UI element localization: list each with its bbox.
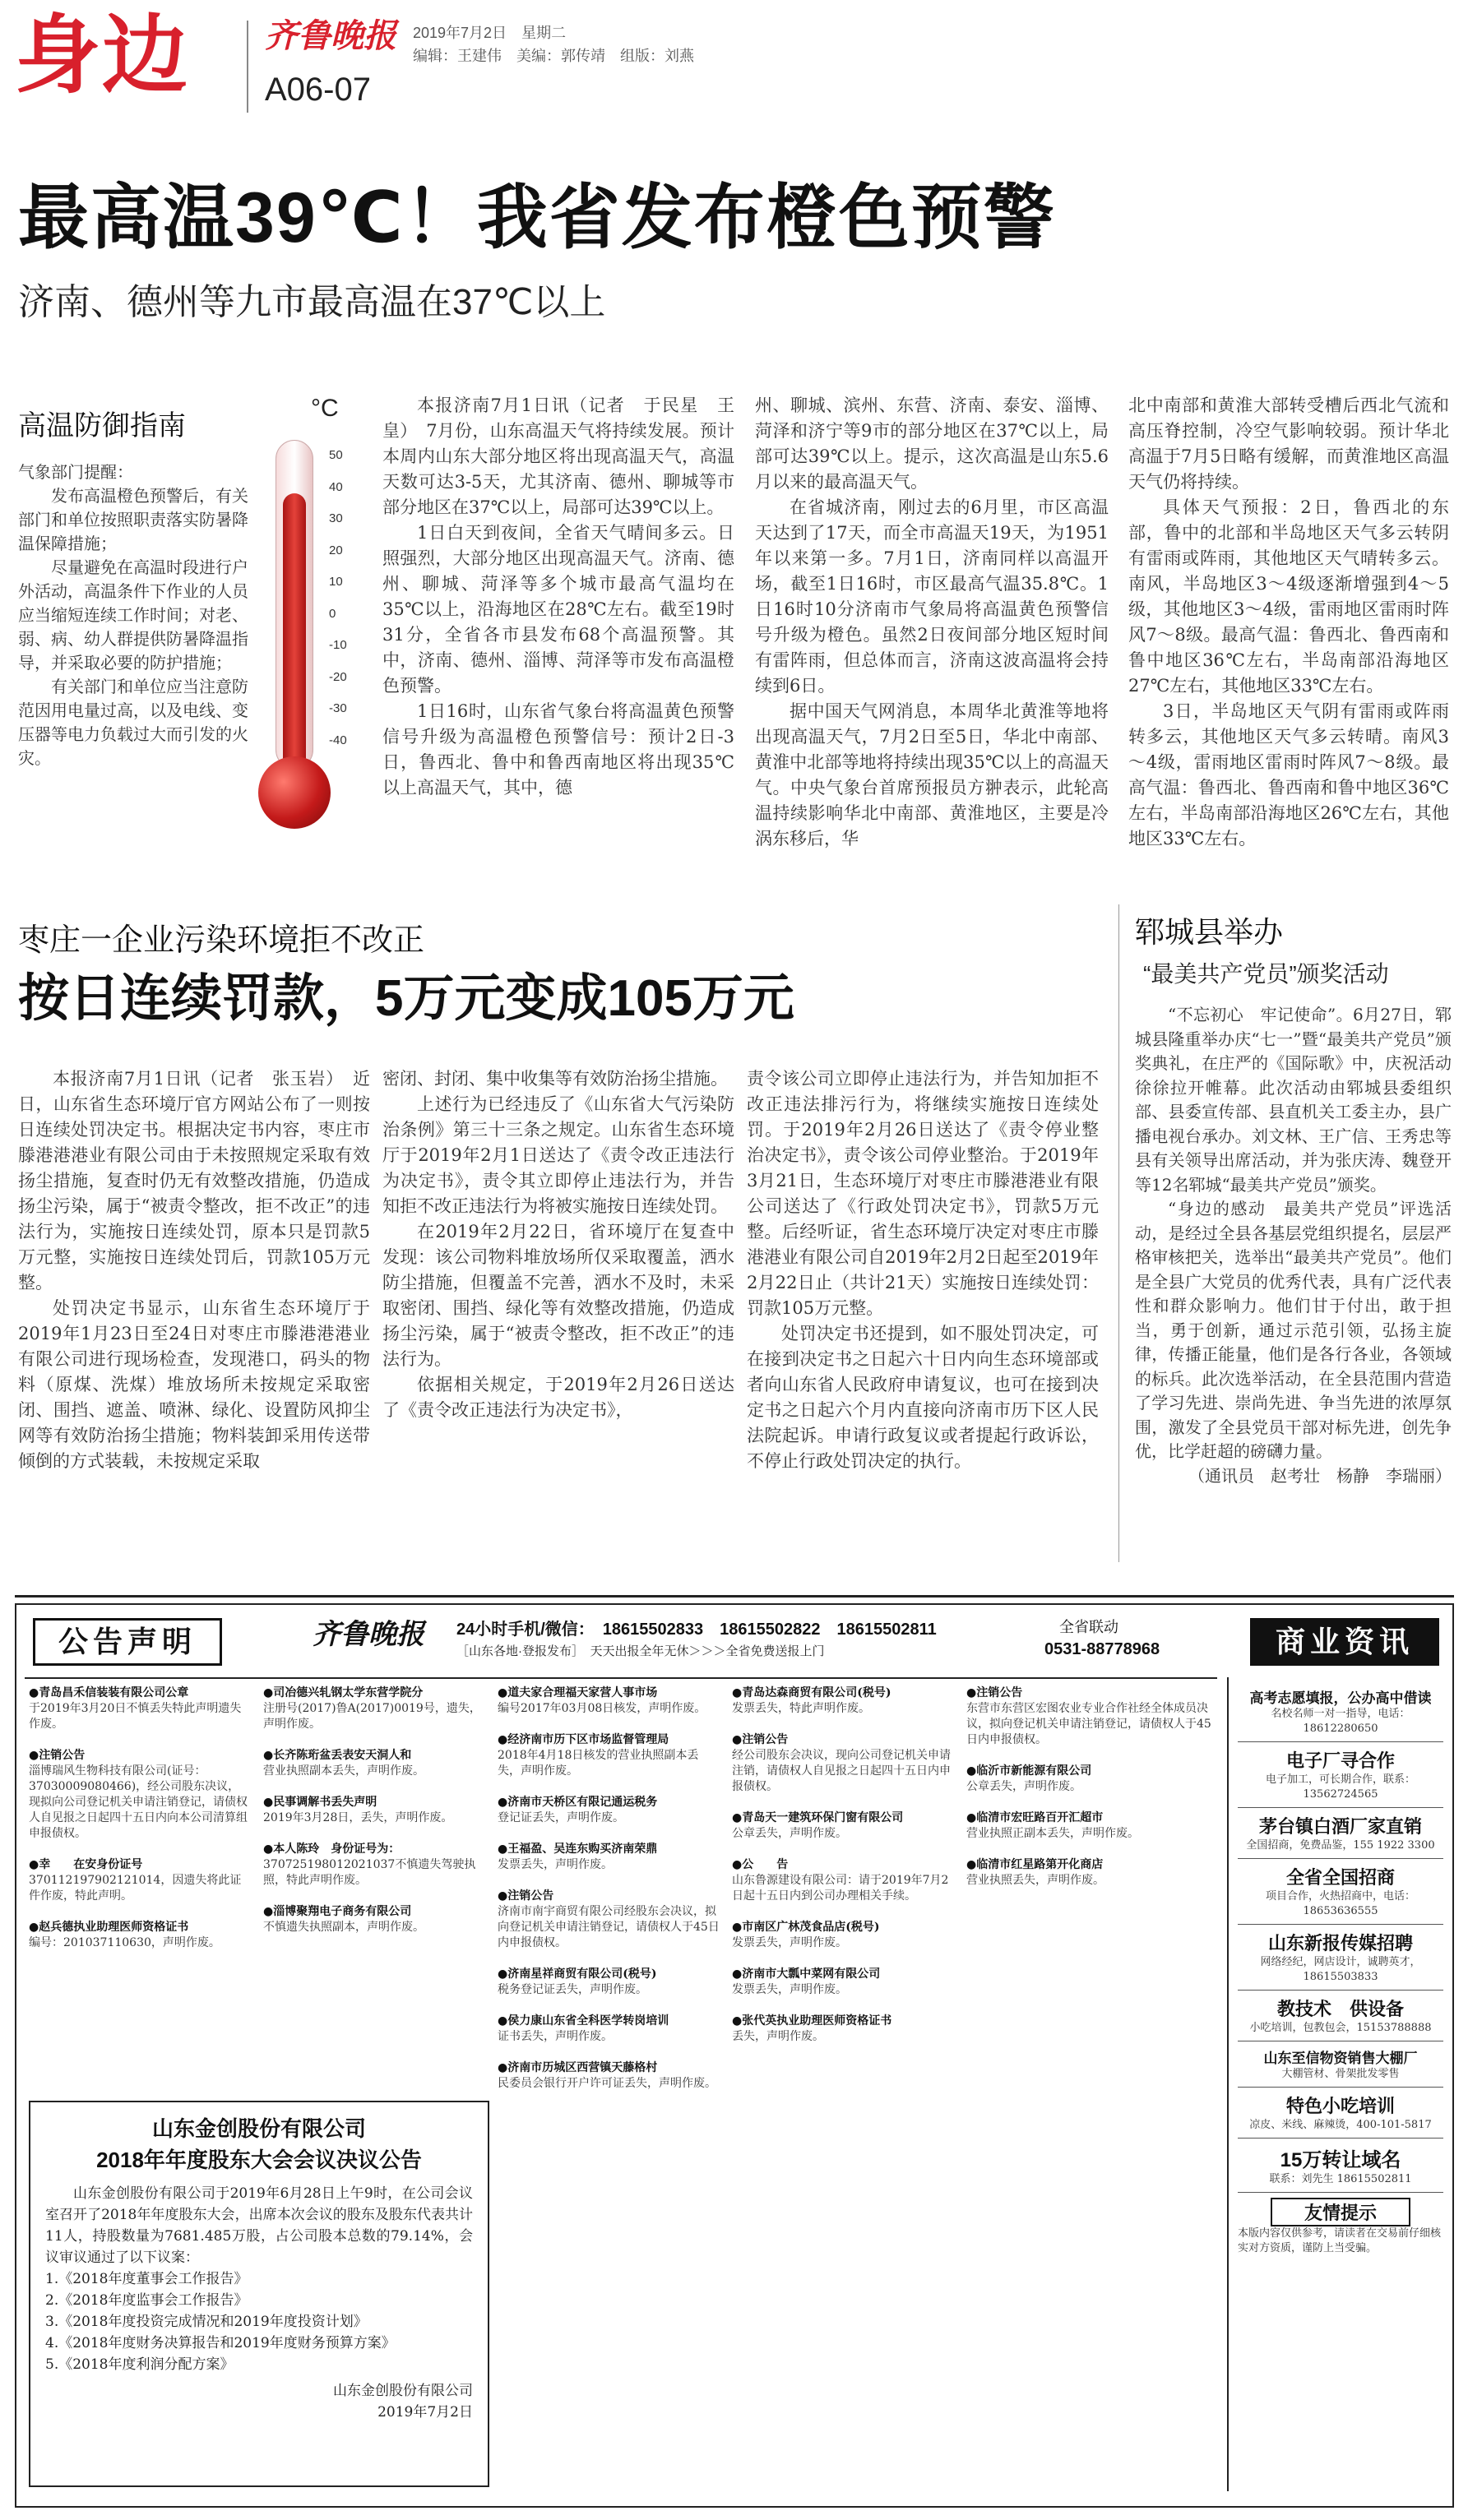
biz-title: 15万转让域名	[1280, 2149, 1401, 2171]
ad-item	[263, 1904, 485, 1935]
ad-title: ●司冶德兴轧钢太学东营学院分	[263, 1686, 424, 1699]
notice-item: 5.《2018年度利润分配方案》	[45, 2356, 234, 2373]
ad-column-4	[732, 1685, 954, 2475]
biz-body: 本版内容仅供参考，请读者在交易前仔细核实对方资质，谨防上当受骗。	[1238, 2227, 1442, 2254]
lead-column-2	[755, 393, 1109, 852]
ad-title: ●长齐陈珩盆丢表安天洞人和	[263, 1749, 412, 1762]
ad-body: 经公司股东会决议，现向公司登记机关申请注销，请债权人自见报之日起四十五日内申报债权。	[732, 1749, 951, 1793]
side-para: “身边的感动 最美共产党员”评选活动，是经过全县各基层党组织提名，层层严格审核把关，选举出“最美共产党员”。他们是全县广大党员的优秀代表，具有广泛代表性和群众影响力。他们甘于付出，敢于担当，勇于创新，通过示范引领，弘扬主旋律，传播正能量，他们是各行各业，各领域的标兵。此次选举活动，在全县范围内营造了学习先进、崇尚先进、争当先进的浓厚氛围，激发了全县党员干部对标先进，创先争优，比学赶超的磅礴力量。	[1135, 1199, 1452, 1461]
ad-title: ●注销公告	[732, 1733, 789, 1746]
side-body	[1135, 1003, 1452, 1488]
ad-item	[498, 1889, 720, 1951]
ad-item	[263, 1795, 485, 1826]
biz-body: 小吃培训，包教包会，15153788888	[1249, 2022, 1432, 2034]
fax-number: 0531-88778968	[1044, 1640, 1160, 1658]
biz-item	[1238, 1808, 1443, 1859]
biz-body: 电子加工，可长期合作，联系：13562724565	[1265, 1773, 1415, 1801]
biz-section-title: 商业资讯	[1250, 1618, 1439, 1666]
hotline-slogan: ［山东各地·登报发布］ 天天出报全年无休＞＞＞全省免费送报上门	[456, 1644, 825, 1658]
ad-column-3	[498, 1685, 720, 2475]
tick-label: -20	[329, 669, 347, 684]
notice-sign: 山东金创股份有限公司	[333, 2383, 473, 2399]
ad-title: ●本人陈玲 身份证号为：	[263, 1843, 401, 1856]
ad-item	[732, 1685, 954, 1717]
hotline-numbers: 24小时手机/微信： 18615502833 18615502822 18615502811	[456, 1621, 937, 1639]
second-para: 本报济南7月1日讯（记者 张玉岩） 近日，山东省生态环境厅官方网站公布了一则按日连续处罚决定书。根据决定书内容，枣庄市滕港港港业有限公司由于未按照规定采取有效扬尘措施，复查时仍无有效整改措施，仍造成扬尘污染，属于“被责令整改，拒不改正”的违法行为，实施按日连续处罚，原本只是罚款5万元整，实施按日连续处罚后，罚款105万元整。	[18, 1069, 370, 1292]
notice-company: 山东金创股份有限公司	[151, 2116, 366, 2141]
masthead-divider	[247, 21, 248, 113]
biz-item	[1238, 2139, 1443, 2193]
ad-body: 丢失，声明作废。	[732, 2030, 824, 2043]
tick-label: 40	[329, 479, 343, 494]
issue-date: 2019年7月2日 星期二	[413, 25, 567, 41]
guide-para: 有关部门和单位应当注意防范因用电量过高，以及电线、变压器等电力负载过大而引发的火灾。	[18, 677, 248, 768]
ad-body: 发票丢失，声明作废。	[732, 1983, 847, 1996]
side-headline: 郓城县举办	[1135, 915, 1284, 949]
editor-credits: 编辑：王建伟 美编：郭传靖 组版：刘燕	[413, 48, 694, 64]
biz-item	[1238, 1991, 1443, 2041]
ad-title: ●注销公告	[29, 1749, 86, 1762]
thermometer-bulb	[258, 756, 331, 829]
ad-item	[498, 1732, 720, 1779]
second-para: 在2019年2月22日，省环境厅在复查中发现：该公司物料堆放场所仅采取覆盖，洒水防尘措施，但覆盖不完善，洒水不及时，未采取密闭、围挡、绿化等有效整改措施，仍造成扬尘污染，属于“被责令整改，拒不改正”的违法行为。	[382, 1222, 734, 1369]
ad-body: 发票丢失，声明作废。	[732, 1936, 847, 1949]
ad-column-5	[966, 1685, 1213, 2475]
lead-column-1	[382, 393, 734, 801]
ad-title: ●临清市红星路第开化商店	[966, 1858, 1104, 1871]
lead-para: 北中南部和黄淮大部转受槽后西北气流和高压脊控制，冷空气影响较弱。预计华北高温于7月5日略有缓解，而黄淮地区高温天气仍将持续。	[1128, 395, 1449, 492]
ad-item	[732, 1857, 954, 1904]
biz-title: 电子厂寻合作	[1285, 1750, 1395, 1771]
ad-item	[498, 2060, 720, 2092]
ad-item	[29, 1920, 251, 1951]
ad-body: 营业执照丢失，声明作废。	[966, 1874, 1104, 1887]
guide-para: 尽量避免在高温时段进行户外活动，高温条件下作业的人员应当缩短连续工作时间；对老、弱、病、幼人群提供防暑降温指导，并采取必要的防护措施；	[18, 557, 248, 673]
notice-item: 4.《2018年度财务决算报告和2019年度财务预算方案》	[45, 2335, 396, 2351]
second-para: 依据相关规定，于2019年2月26日送达了《责令改正违法行为决定书》，	[382, 1375, 734, 1420]
side-subhead: “最美共产党员”颁奖活动	[1143, 961, 1389, 987]
tick-label: 20	[329, 543, 343, 557]
side-divider	[1118, 904, 1119, 1562]
ad-body: 税务登记证丢失，声明作废。	[498, 1983, 647, 1996]
ad-body: 营业执照副本丢失，声明作废。	[263, 1764, 424, 1778]
biz-body: 凉皮、米线、麻辣烫，400-101-5817	[1249, 2119, 1432, 2131]
ad-body: 公章丢失，声明作废。	[966, 1780, 1081, 1793]
ad-item	[498, 1795, 720, 1826]
lead-para: 州、聊城、滨州、东营、济南、泰安、淄博、菏泽和济宁等9市的部分地区在37℃以上，局部可达39℃以上。提示，这次高温是山东5.6月以来的最高温天气。	[755, 395, 1109, 492]
second-column-3	[747, 1066, 1099, 1474]
biz-body: 网络经纪，网店设计，诚聘英才，18615503833	[1260, 1956, 1421, 1983]
tick-label: 30	[329, 511, 343, 525]
ad-item	[263, 1842, 485, 1889]
area-label: 全省联动	[1059, 1619, 1118, 1635]
ad-body: 编号：201037110630，声明作废。	[29, 1936, 220, 1949]
lead-headline: 最高温39℃！我省发布橙色预警	[18, 178, 1056, 257]
biz-item	[1238, 1742, 1443, 1808]
biz-title: 特色小吃培训	[1285, 2096, 1395, 2116]
ad-title: ●张代英执业助理医师资格证书	[732, 2014, 892, 2028]
side-para: “不忘初心 牢记使命”。6月27日，郓城县隆重举办庆“七一”暨“最美共产党员”颁奖典礼，在庄严的《国际歌》中，庆祝活动徐徐拉开帷幕。此次活动由郓城县委组织部、县委宣传部、县直机关工委主办，县广播电视台承办。刘文林、王广信、王秀忠等县有关领导出席活动，并为张庆涛、魏登开等12名郓城“最美共产党员”颁奖。	[1135, 1005, 1452, 1195]
side-byline: （通讯员 赵考壮 杨静 李瑞丽）	[1188, 1465, 1452, 1486]
notice-title: 2018年年度股东大会会议决议公告	[96, 2148, 422, 2172]
ad-body: 注册号(2017)鲁A(2017)0019号，遗失，声明作废。	[263, 1702, 481, 1731]
lead-para: 1日白天到夜间，全省天气晴间多云。日照强烈，大部分地区出现高温天气。济南、德州、聊城、菏泽等多个城市最高气温均在35℃以上，沿海地区在28℃左右。截至19时31分，全省各市县发布68个高温预警。其中，济南、德州、淄博、菏泽等市发布高温橙色预警。	[382, 523, 734, 696]
ad-body: 山东鲁源建设有限公司：请于2019年7月2日起十五日内到公司办理相关手续。	[732, 1874, 949, 1903]
thermometer-graphic	[255, 395, 387, 855]
paper-logo: 齐鲁晚报	[265, 16, 396, 55]
biz-body: 名校名师一对一指导，电话：18612280650	[1271, 1708, 1410, 1735]
page-number: A06-07	[265, 72, 371, 108]
ad-title: ●道夫家合理福天家营人事市场	[498, 1686, 658, 1699]
ad-body: 营业执照正副本丢失，声明作废。	[966, 1827, 1139, 1840]
lead-subhead: 济南、德州等九市最高温在37℃以上	[18, 282, 606, 322]
thermometer-mercury	[283, 493, 306, 789]
ad-item	[732, 1920, 954, 1951]
notice-section-title: 公告声明	[33, 1618, 222, 1666]
biz-item	[1238, 2193, 1443, 2261]
biz-column	[1238, 1681, 1443, 2261]
ad-item	[732, 1732, 954, 1795]
ad-body: 登记证丢失，声明作废。	[498, 1811, 624, 1824]
ad-column-2	[263, 1685, 485, 2097]
ad-body: 证书丢失，声明作废。	[498, 2030, 613, 2043]
hotline-logo: 齐鲁晚报	[313, 1618, 424, 1651]
ad-title: ●注销公告	[498, 1889, 554, 1903]
lead-para: 在省城济南，刚过去的6月里，市区高温天达到了17天，而全市高温天19天，为1951年以来第一多。7月1日，济南同样以高温开场，截至1日16时，市区最高气温35.8℃。1日16时10分济南市气象局将高温黄色预警信号升级为橙色。虽然2日夜间部分地区短时间有雷阵雨，但总体而言，济南这波高温将会持续到6日。	[755, 497, 1109, 696]
ads-rule	[25, 1677, 1217, 1679]
ad-body: 发票丢失，特此声明作废。	[732, 1702, 870, 1715]
ad-body: 370112197902121014，因遗失将此证件作废，特此声明。	[29, 1874, 242, 1903]
ad-title: ●民事调解书丢失声明	[263, 1796, 377, 1809]
ad-title: ●市南区广林茂食品店(税号)	[732, 1921, 880, 1934]
ad-item	[498, 1842, 720, 1873]
second-para: 责令该公司立即停止违法行为，并告知加拒不改正违法排污行为，将继续实施按日连续处罚。于2019年2月26日送达了《责令停业整治决定书》，责令该公司停业整治。于2019年3月21日，生态环境厅对枣庄市滕港港业有限公司送达了《行政处罚决定书》，罚款5万元整。后经听证，省生态环境厅决定对枣庄市滕港港业有限公司自2019年2月2日起至2019年2月22日止（共计21天）实施按日连续处罚：罚款105万元整。	[747, 1069, 1099, 1318]
second-para: 密闭、封闭、集中收集等有效防治扬尘措施。	[382, 1069, 728, 1089]
thermometer-scale	[329, 440, 347, 756]
ad-body: 公章丢失，声明作废。	[732, 1827, 847, 1840]
ad-title: ●青岛达森商贸有限公司(税号)	[732, 1686, 891, 1699]
ad-item	[263, 1748, 485, 1779]
ad-item	[29, 1685, 251, 1732]
biz-body: 全国招商，免费品鉴，155 1922 3300	[1246, 1839, 1435, 1852]
biz-item	[1238, 1925, 1443, 1991]
second-para: 上述行为已经违反了《山东省大气污染防治条例》第三十三条之规定。山东省生态环境厅于2019年2月1日送达了《责令改正违法行为决定书》，责令其立即停止违法行为，并告知拒不改正违法行为将被实施按日连续处罚。	[382, 1094, 734, 1216]
ad-title: ●济南市历城区西营镇天藤格村	[498, 2061, 658, 2074]
ad-body: 2019年3月28日，丢失，声明作废。	[263, 1811, 453, 1824]
ad-item	[966, 1685, 1213, 1748]
ad-title: ●王福盈、吴连东购买济南荣鼎	[498, 1843, 658, 1856]
biz-title: 全省全国招商	[1285, 1867, 1395, 1888]
lead-para: 具体天气预报：2日，鲁西北的东部，鲁中的北部和半岛地区天气多云转阴有雷雨或阵雨，其他地区天气晴转多云。南风，半岛地区3～4级逐渐增强到4～5级，其他地区3～4级，雷雨地区雷雨时阵风7～8级。最高气温：鲁西北、鲁西南和鲁中地区36℃左右，半岛南部沿海地区27℃左右，其他地区33℃左右。	[1128, 497, 1449, 696]
ad-title: ●幸 在安身份证号	[29, 1858, 143, 1871]
biz-item	[1238, 2041, 1443, 2088]
ad-item	[29, 1748, 251, 1842]
biz-title: 山东新报传媒招聘	[1267, 1933, 1413, 1954]
ad-item	[732, 2014, 954, 2045]
notice-item: 3.《2018年度投资完成情况和2019年度投资计划》	[45, 2314, 368, 2330]
lead-para: 本报济南7月1日讯（记者 于民星 王皇） 7月份，山东高温天气将持续发展。预计本周内山东大部分地区将出现高温天气，高温天数可达3-5天，尤其济南、德州、聊城等市部分地区在37℃以上，局部可达39℃以上。	[382, 395, 734, 517]
second-headline: 按日连续罚款，5万元变成105万元	[18, 970, 794, 1027]
tick-label: 50	[329, 448, 343, 462]
guide-body	[18, 460, 248, 770]
biz-divider	[1227, 1677, 1229, 2491]
second-column-1	[18, 1066, 370, 1474]
ad-body: 民委员会银行开户许可证丢失，声明作废。	[498, 2077, 716, 2090]
ad-body: 发票丢失，声明作废。	[498, 1858, 613, 1871]
ad-title: ●济南市大瓢中菜网有限公司	[732, 1967, 881, 1981]
notice-date: 2019年7月2日	[377, 2404, 473, 2421]
section-title: 身边	[15, 8, 190, 104]
ad-item	[732, 1967, 954, 1998]
ad-title: ●公 告	[732, 1858, 789, 1871]
second-column-2	[382, 1066, 734, 1423]
lead-para: 3日，半岛地区天气阴有雷雨或阵雨转多云，其他地区天气多云转晴。南风3～4级，雷雨地区雷雨时阵风7～8级。最高气温：鲁西北、鲁西南和鲁中地区36℃左右，半岛南部沿海地区26℃左右，其他地区33℃左右。	[1128, 701, 1449, 848]
ad-body: 东营市东营区宏图农业专业合作社经全体成员决议，拟向登记机关申请注销登记，请债权人于45日内申报债权。	[966, 1702, 1211, 1746]
ad-body: 370725198012021037不慎遗失驾驶执照，特此声明作废。	[263, 1858, 476, 1887]
biz-title: 山东至信物资销售大棚厂	[1263, 2051, 1418, 2066]
tick-label: 0	[329, 606, 336, 621]
ad-title: ●济南市天桥区有限记通运税务	[498, 1796, 658, 1809]
ad-item	[29, 1857, 251, 1904]
biz-body: 项目合作，火热招商中，电话：18653636555	[1265, 1890, 1415, 1917]
guide-title: 高温防御指南	[18, 410, 186, 442]
guide-para: 气象部门提醒：	[18, 462, 133, 482]
ad-title: ●淄博聚翔电子商务有限公司	[263, 1905, 412, 1918]
ad-item	[498, 1685, 720, 1717]
ad-body: 于2019年3月20日不慎丢失特此声明遗失作废。	[29, 1702, 242, 1731]
ad-item	[732, 1810, 954, 1842]
thermometer-unit: °C	[311, 395, 339, 422]
ad-body: 编号2017年03月08日核发，声明作废。	[498, 1702, 706, 1715]
notice-item: 2.《2018年度监事会工作报告》	[45, 2292, 248, 2309]
ad-item	[966, 1857, 1213, 1889]
classified-top-rule	[15, 1595, 1454, 1598]
second-para: 处罚决定书显示，山东省生态环境厅于2019年1月23日至24日对枣庄市滕港港港业有限公司进行现场检查，发现港口，码头的物料（原煤、洗煤）堆放场所未按规定采取密闭、围挡、遮盖、喷淋、绿化、设置防风抑尘网等有效防治扬尘措施；物料装卸采用传送带倾倒的方式装载，未按规定采取	[18, 1298, 370, 1471]
biz-item	[1238, 2088, 1443, 2139]
notice-body: 山东金创股份有限公司于2019年6月28日上午9时，在公司会议室召开了2018年年度股东大会，出席本次会议的股东及股东代表共计11人，持股数量为7681.485万股，占公司股本总数的79.14%，会议审议通过了以下议案：	[45, 2185, 473, 2266]
ad-title: ●临沂市新能源有限公司	[966, 1764, 1092, 1778]
ad-title: ●侯力康山东省全科医学转岗培训	[498, 2014, 669, 2028]
biz-title: 茅台镇白酒厂家直销	[1258, 1816, 1422, 1837]
tick-label: 10	[329, 575, 343, 589]
ad-item	[498, 2014, 720, 2045]
shareholder-notice	[29, 2101, 489, 2487]
biz-body: 联系：刘先生 18615502811	[1269, 2173, 1412, 2185]
ad-body: 2018年4月18日核发的营业执照副本丢失，声明作废。	[498, 1749, 699, 1778]
ad-title: ●青岛昌禾信装装有限公司公章	[29, 1686, 189, 1699]
biz-title: 友情提示	[1271, 2198, 1410, 2226]
lead-column-3	[1128, 393, 1449, 852]
ad-body: 淄博瑞风生物科技有限公司(证号：37030009080466)，经公司股东决议，现拟向公司登记机关申请注销登记，请债权人自见报之日起四十五日内向本公司清算组申报债权。	[29, 1764, 248, 1840]
ad-column-1	[29, 1685, 251, 2097]
ad-title: ●经济南市历下区市场监督管理局	[498, 1733, 669, 1746]
ad-title: ●济南星祥商贸有限公司(税号)	[498, 1967, 657, 1981]
ad-item	[966, 1764, 1213, 1795]
ad-item	[966, 1810, 1213, 1842]
biz-item	[1238, 1859, 1443, 1925]
biz-body: 大棚管材、骨架批发零售	[1281, 2068, 1400, 2080]
ad-title: ●青岛天一建筑环保门窗有限公司	[732, 1811, 904, 1824]
ad-item	[498, 1967, 720, 1998]
ad-title: ●注销公告	[966, 1686, 1023, 1699]
ad-body: 不慎遗失执照副本，声明作废。	[263, 1921, 424, 1934]
second-kicker: 枣庄一企业污染环境拒不改正	[18, 923, 425, 958]
ad-item	[263, 1685, 485, 1732]
guide-para: 发布高温橙色预警后，有关部门和单位按照职责落实防暑降温保障措施；	[18, 486, 248, 553]
tick-label: -40	[329, 733, 347, 747]
notice-item: 1.《2018年度董事会工作报告》	[45, 2271, 248, 2287]
ad-title: ●赵兵德执业助理医师资格证书	[29, 1921, 189, 1934]
ad-body: 济南市南宇商贸有限公司经股东会决议，拟向登记机关申请注销登记，请债权人于45日内申报债权。	[498, 1905, 720, 1949]
tick-label: -30	[329, 701, 347, 715]
biz-title: 高考志愿填报，公办高中借读	[1249, 1690, 1432, 1706]
tick-label: -10	[329, 638, 347, 652]
biz-item	[1238, 1681, 1443, 1742]
biz-title: 教技术 供设备	[1276, 1999, 1404, 2019]
lead-para: 据中国天气网消息，本周华北黄淮等地将出现高温天气，7月2日至5日，华北中南部、黄淮中北部等地将持续出现35℃以上的高温天气。中央气象台首席预报员方翀表示，此轮高温持续影响华北中南部、黄淮地区，主要是冷涡东移后，华	[755, 701, 1109, 848]
second-para: 处罚决定书还提到，如不服处罚决定，可在接到决定书之日起六十日内向生态环境部或者向山东省人民政府申请复议，也可在接到决定书之日起六个月内直接向济南市历下区人民法院起诉。申请行政复议或者提起行政诉讼，不停止行政处罚决定的执行。	[747, 1324, 1099, 1471]
lead-para: 1日16时，山东省气象台将高温黄色预警信号升级为高温橙色预警信号：预计2日-3日，鲁西北、鲁中和鲁西南地区将出现35℃以上高温天气，其中，德	[382, 701, 734, 798]
ad-title: ●临清市宏旺路百开汇超市	[966, 1811, 1104, 1824]
